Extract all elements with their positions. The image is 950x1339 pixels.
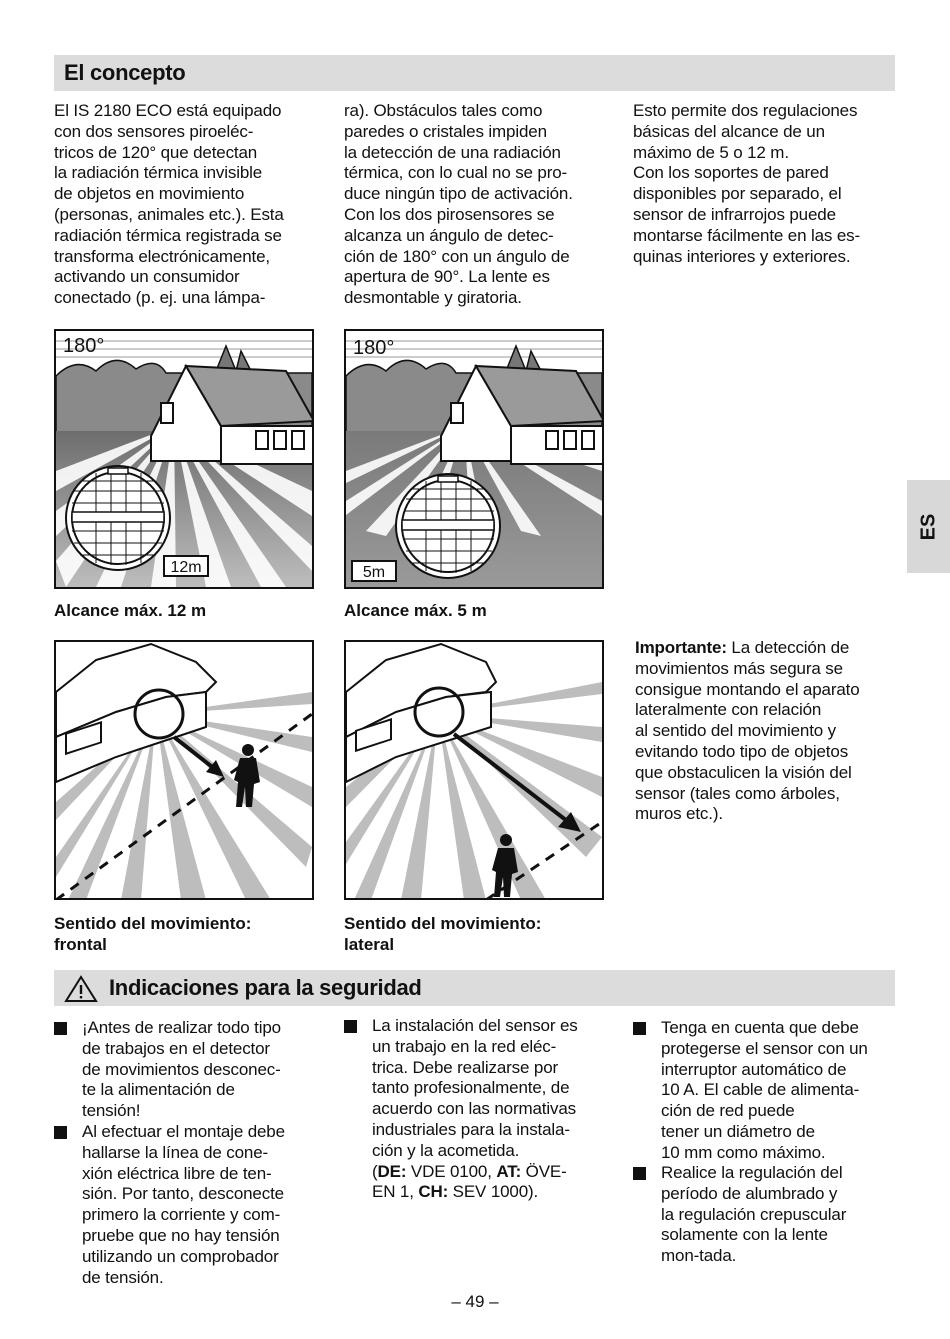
bullet-square-icon (633, 1022, 646, 1035)
safety-bullet-1 (54, 1018, 281, 1121)
important-label: Importante: (635, 638, 727, 657)
important-note (635, 638, 860, 825)
safety-bullet-3 (344, 1016, 578, 1202)
norms-text: (DE: VDE 0100, AT: ÖVE- EN 1, CH: SEV 1000). (372, 1161, 567, 1202)
intro-column-2: ra). Obstáculos tales como paredes o cristales impiden la detección de una radiación térmica, con lo cual no se pro- duce ningún tipo de activación. Con los dos pirosensores se alcanza un ángulo de detec- ción de 180° con un ángulo de apertura de 90°. La lente es desmontable y giratoria. (344, 101, 573, 308)
section-title: El concepto (64, 60, 186, 85)
figure-caption-lateral: Sentido del movimiento: lateral (344, 914, 542, 954)
safety-bullet-2 (54, 1122, 285, 1287)
figure-range-12m (54, 329, 314, 589)
language-tab (907, 480, 950, 573)
bullet-square-icon (633, 1167, 646, 1180)
safety-bullet-4 (633, 1018, 868, 1162)
section-header-concept (54, 55, 895, 91)
bullet-text: Realice la regulación del período de alumbrado y la regulación crepuscular solamente con la lente mon-tada. (661, 1163, 847, 1266)
language-tab-label: ES (917, 513, 939, 540)
bullet-square-icon (54, 1126, 67, 1139)
bullet-square-icon (54, 1022, 67, 1035)
figure-caption-frontal: Sentido del movimiento: frontal (54, 914, 252, 954)
house-range-illustration (56, 331, 312, 587)
important-text: La detección de movimientos más segura se consigue montando el aparato lateralmente con relación al sentido del movimiento y evitando todo tipo de objetos que obstaculicen la visión del sensor (tales como árboles, muros etc.). (635, 638, 860, 824)
warning-triangle-icon (64, 975, 98, 1003)
angle-label: 180° (353, 337, 395, 359)
bullet-square-icon (344, 1020, 357, 1033)
safety-bullet-5 (633, 1163, 847, 1266)
section-title: Indicaciones para la seguridad (109, 975, 422, 1000)
figure-caption-5m: Alcance máx. 5 m (344, 601, 487, 620)
house-range-illustration (346, 331, 602, 587)
bullet-text: Al efectuar el montaje debe hallarse la línea de cone- xión eléctrica libre de ten- sión. Por tanto, desconecte primero la corriente y com- pruebe que no hay tensión utilizando un comprobador de tensión. (82, 1122, 285, 1287)
angle-label: 180° (63, 335, 105, 357)
bullet-text: ¡Antes de realizar todo tipo de trabajos en el detector de movimientos desconec- te la alimentación de tensión! (82, 1018, 281, 1121)
movement-lateral-illustration (346, 642, 602, 900)
range-label: 5m (362, 564, 386, 581)
range-label: 12m (170, 559, 202, 576)
section-header-safety (54, 970, 895, 1006)
figure-movement-frontal (54, 640, 314, 900)
figure-caption-12m: Alcance máx. 12 m (54, 601, 207, 620)
intro-column-1: El IS 2180 ECO está equipado con dos sensores piroeléc- tricos de 120° que detectan la radiación térmica invisible de objetos en movimiento (personas, animales etc.). Esta radiación térmica registrada se transforma electrónicamente, activando un consumidor conectado (p. ej. una lámpa- (54, 101, 284, 308)
movement-frontal-illustration (56, 642, 312, 900)
figure-movement-lateral (344, 640, 604, 900)
bullet-text: La instalación del sensor es un trabajo en la red eléc- trica. Debe realizarse por tanto profesionalmente, de acuerdo con las normativas industriales para la instala- ción y la acometida. (372, 1016, 578, 1160)
intro-column-3: Esto permite dos regulaciones básicas del alcance de un máximo de 5 o 12 m. Con los soportes de pared disponibles por separado, el sensor de infrarrojos puede montarse fácilmente en las es- quinas interiores y exteriores. (633, 101, 860, 266)
bullet-text: Tenga en cuenta que debe protegerse el sensor con un interruptor automático de 10 A. El cable de alimenta- ción de red puede tener un diámetro de 10 mm como máximo. (661, 1018, 868, 1162)
page-number: – 49 – (451, 1292, 499, 1311)
figure-range-5m (344, 329, 604, 589)
